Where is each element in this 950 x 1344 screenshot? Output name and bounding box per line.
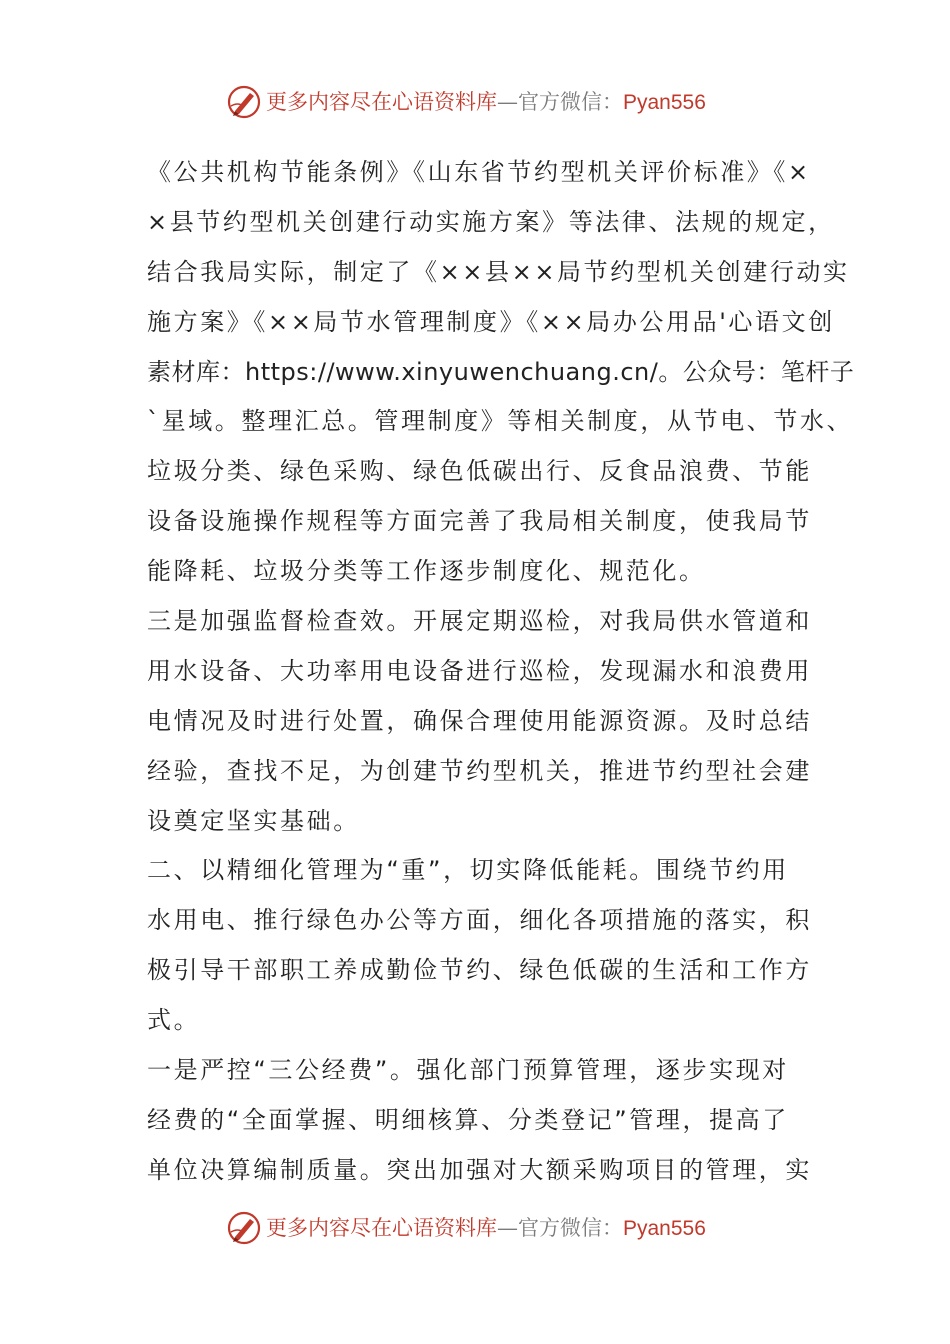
header-text <box>266 88 706 117</box>
body-line: 施方案》《××局节水管理制度》《××局办公用品'心语文创 <box>147 307 835 336</box>
body-line: 《公共机构节能条例》《山东省节约型机关评价标准》《× <box>147 158 811 186</box>
body-line: 一是严控“三公经费”。强化部门预算管理，逐步实现对 <box>147 1056 789 1085</box>
body-line: 二、以精细化管理为“重”，切实降低能耗。围绕节约用 <box>147 856 789 885</box>
body-line: 三是加强监督检查效。开展定期巡检，对我局供水管道和 <box>147 607 812 636</box>
document-body <box>147 148 855 1196</box>
pen-logo-icon <box>226 1210 262 1246</box>
footer-text-sep: —官方微信： <box>497 1216 623 1240</box>
body-line: 单位决算编制质量。突出加强对大额采购项目的管理，实 <box>147 1155 812 1184</box>
body-line: 电情况及时进行处置，确保合理使用能源资源。及时总结 <box>147 706 812 735</box>
body-line: 极引导干部职工养成勤俭节约、绿色低碳的生活和工作方 <box>147 956 812 985</box>
body-line: 垃圾分类、绿色采购、绿色低碳出行、反食品浪费、节能 <box>147 457 812 486</box>
header-text-main: 更多内容尽在心语资料库 <box>266 90 497 114</box>
body-line: 素材库：https://www.xinyuwenchuang.cn/。公众号：笔杆子 <box>147 357 855 386</box>
body-line: ×县节约型机关创建行动实施方案》等法律、法规的规定， <box>147 207 835 236</box>
pen-logo-icon <box>226 84 262 120</box>
body-line: 结合我局实际，制定了《××县××局节约型机关创建行动实 <box>147 257 850 286</box>
body-line: 设奠定坚实基础。 <box>147 806 360 835</box>
footer-text-wechat: Pyan556 <box>623 1217 706 1240</box>
footer-text-main: 更多内容尽在心语资料库 <box>266 1216 497 1240</box>
header-text-wechat: Pyan556 <box>623 91 706 114</box>
body-line: 水用电、推行绿色办公等方面，细化各项措施的落实，积 <box>147 906 812 935</box>
body-line: 能降耗、垃圾分类等工作逐步制度化、规范化。 <box>147 557 706 586</box>
body-line: `星域。整理汇总。管理制度》等相关制度，从节电、节水、 <box>147 407 854 436</box>
body-line: 设备设施操作规程等方面完善了我局相关制度，使我局节 <box>147 507 812 536</box>
header-text-sep: —官方微信： <box>497 90 623 114</box>
header-banner <box>0 82 950 122</box>
body-line: 式。 <box>147 1006 201 1035</box>
body-line: 用水设备、大功率用电设备进行巡检，发现漏水和浪费用 <box>147 656 812 685</box>
body-line: 经费的“全面掌握、明细核算、分类登记”管理，提高了 <box>147 1105 789 1134</box>
body-line: 经验，查找不足，为创建节约型机关，推进节约型社会建 <box>147 756 812 785</box>
footer-banner <box>0 1208 950 1248</box>
footer-text <box>266 1214 706 1243</box>
